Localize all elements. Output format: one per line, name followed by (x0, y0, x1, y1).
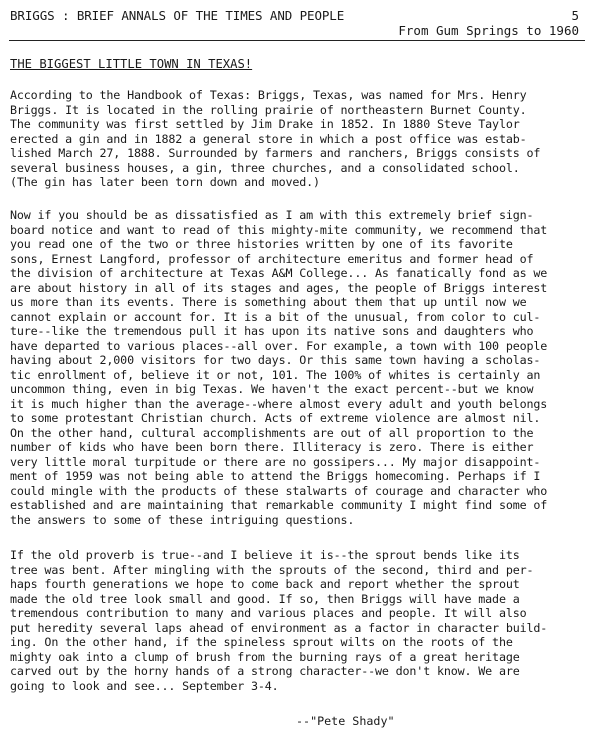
text-line: haps fourth generations we hope to come back and report whether the sprout (10, 577, 520, 591)
running-title: BRIGGS : BRIEF ANNALS OF THE TIMES AND PEOPLE (10, 8, 345, 23)
text-line: ture--like the tremendous pull it has upon its native sons and daughters who (10, 324, 534, 338)
text-line: us more than its events. There is something about them that up until now we (10, 295, 527, 309)
header-right (339, 8, 579, 38)
text-line: ment of 1959 was not being able to attend the Briggs homecoming. Perhaps if I (10, 469, 541, 483)
signature: --"Pete Shady" (296, 714, 395, 728)
text-line: tremendous contribution to many and various places and people. It will also (10, 606, 527, 620)
text-line: are about history in all of its stages and ages, the people of Briggs interest (10, 280, 548, 295)
text-line: Now if you should be as dissatisfied as I am with this extremely brief sign- (10, 208, 534, 222)
text-line: According to the Handbook of Texas: Briggs, Texas, was named for Mrs. Henry (10, 88, 527, 102)
page-number: 5 (571, 8, 579, 23)
text-line: very little moral turpitude or there are no gossipers... My major disappoint- (10, 454, 541, 469)
text-line: carved out by the horny hands of a strong character--we don't know. We are (10, 664, 520, 678)
text-line: tic enrollment of, believe it or not, 101. The 100% of whites is certainly an (10, 367, 541, 382)
text-line: the division of architecture at Texas A&M College... As fanatically fond as we (10, 266, 548, 280)
text-line: cannot explain or account for. It is a bit of the unusual, from color to cul- (10, 309, 541, 324)
text-line: could mingle with the products of these stalwarts of courage and character who (10, 483, 548, 498)
text-line: uncommon thing, even in big Texas. We haven't the exact percent--but we know (10, 382, 534, 396)
paragraph-2 (10, 208, 590, 527)
article-title: THE BIGGEST LITTLE TOWN IN TEXAS! (10, 57, 253, 71)
text-line: mighty oak into a clump of brush from the burning rays of a great heritage (10, 649, 520, 664)
text-line: put heredity several laps ahead of environment as a factor in character build- (10, 620, 548, 635)
text-line: having about 2,000 visitors for two days. Or this same town having a scholas- (10, 353, 541, 367)
header-rule (9, 40, 585, 41)
text-line: several business houses, a gin, three churches, and a consolidated school. (10, 160, 520, 175)
text-line: ing. On the other hand, if the spineless sprout wilts on the roots of the (10, 635, 513, 649)
text-line: lished March 27, 1888. Surrounded by farmers and ranchers, Briggs consists of (10, 146, 541, 160)
text-line: made the old tree look small and good. If so, then Briggs will have made a (10, 591, 520, 606)
text-line: have departed to various places--all over. For example, a town with 100 people (10, 338, 548, 353)
text-line: the answers to some of these intriguing questions. (10, 512, 355, 527)
text-line: number of kids who have been born there. Illiteracy is zero. There is either (10, 440, 534, 454)
text-line: On the other hand, cultural accomplishments are out of all proportion to the (10, 425, 534, 440)
text-line: you read one of the two or three histories written by one of its favorite (10, 237, 513, 251)
paragraph-1 (10, 88, 590, 190)
text-line: board notice and want to read of this mighty-mite community, we recommend that (10, 222, 548, 237)
text-line: Briggs. It is located in the rolling prairie of northeastern Burnet County. (10, 102, 527, 117)
text-line: to some protestant Christian church. Acts of extreme violence are almost nil. (10, 411, 541, 425)
text-line: (The gin has later been torn down and moved.) (10, 175, 320, 189)
text-line: established and are maintaining that remarkable community I might find some of (10, 498, 548, 512)
text-line: erected a gin and in 1882 a general store in which a post office was estab- (10, 131, 527, 146)
text-line: If the old proverb is true--and I believe it is--the sprout bends like its (10, 548, 520, 562)
text-line: going to look and see... September 3-4. (10, 678, 279, 693)
paragraph-3 (10, 548, 590, 693)
text-line: tree was bent. After mingling with the sprouts of the second, third and per- (10, 562, 534, 577)
text-line: sons, Ernest Langford, professor of architecture emeritus and former head of (10, 251, 534, 266)
header-subtitle: From Gum Springs to 1960 (398, 23, 579, 38)
text-line: it is much higher than the average--where almost every adult and youth belongs (10, 396, 548, 411)
text-line: The community was first settled by Jim Drake in 1852. In 1880 Steve Taylor (10, 117, 520, 131)
